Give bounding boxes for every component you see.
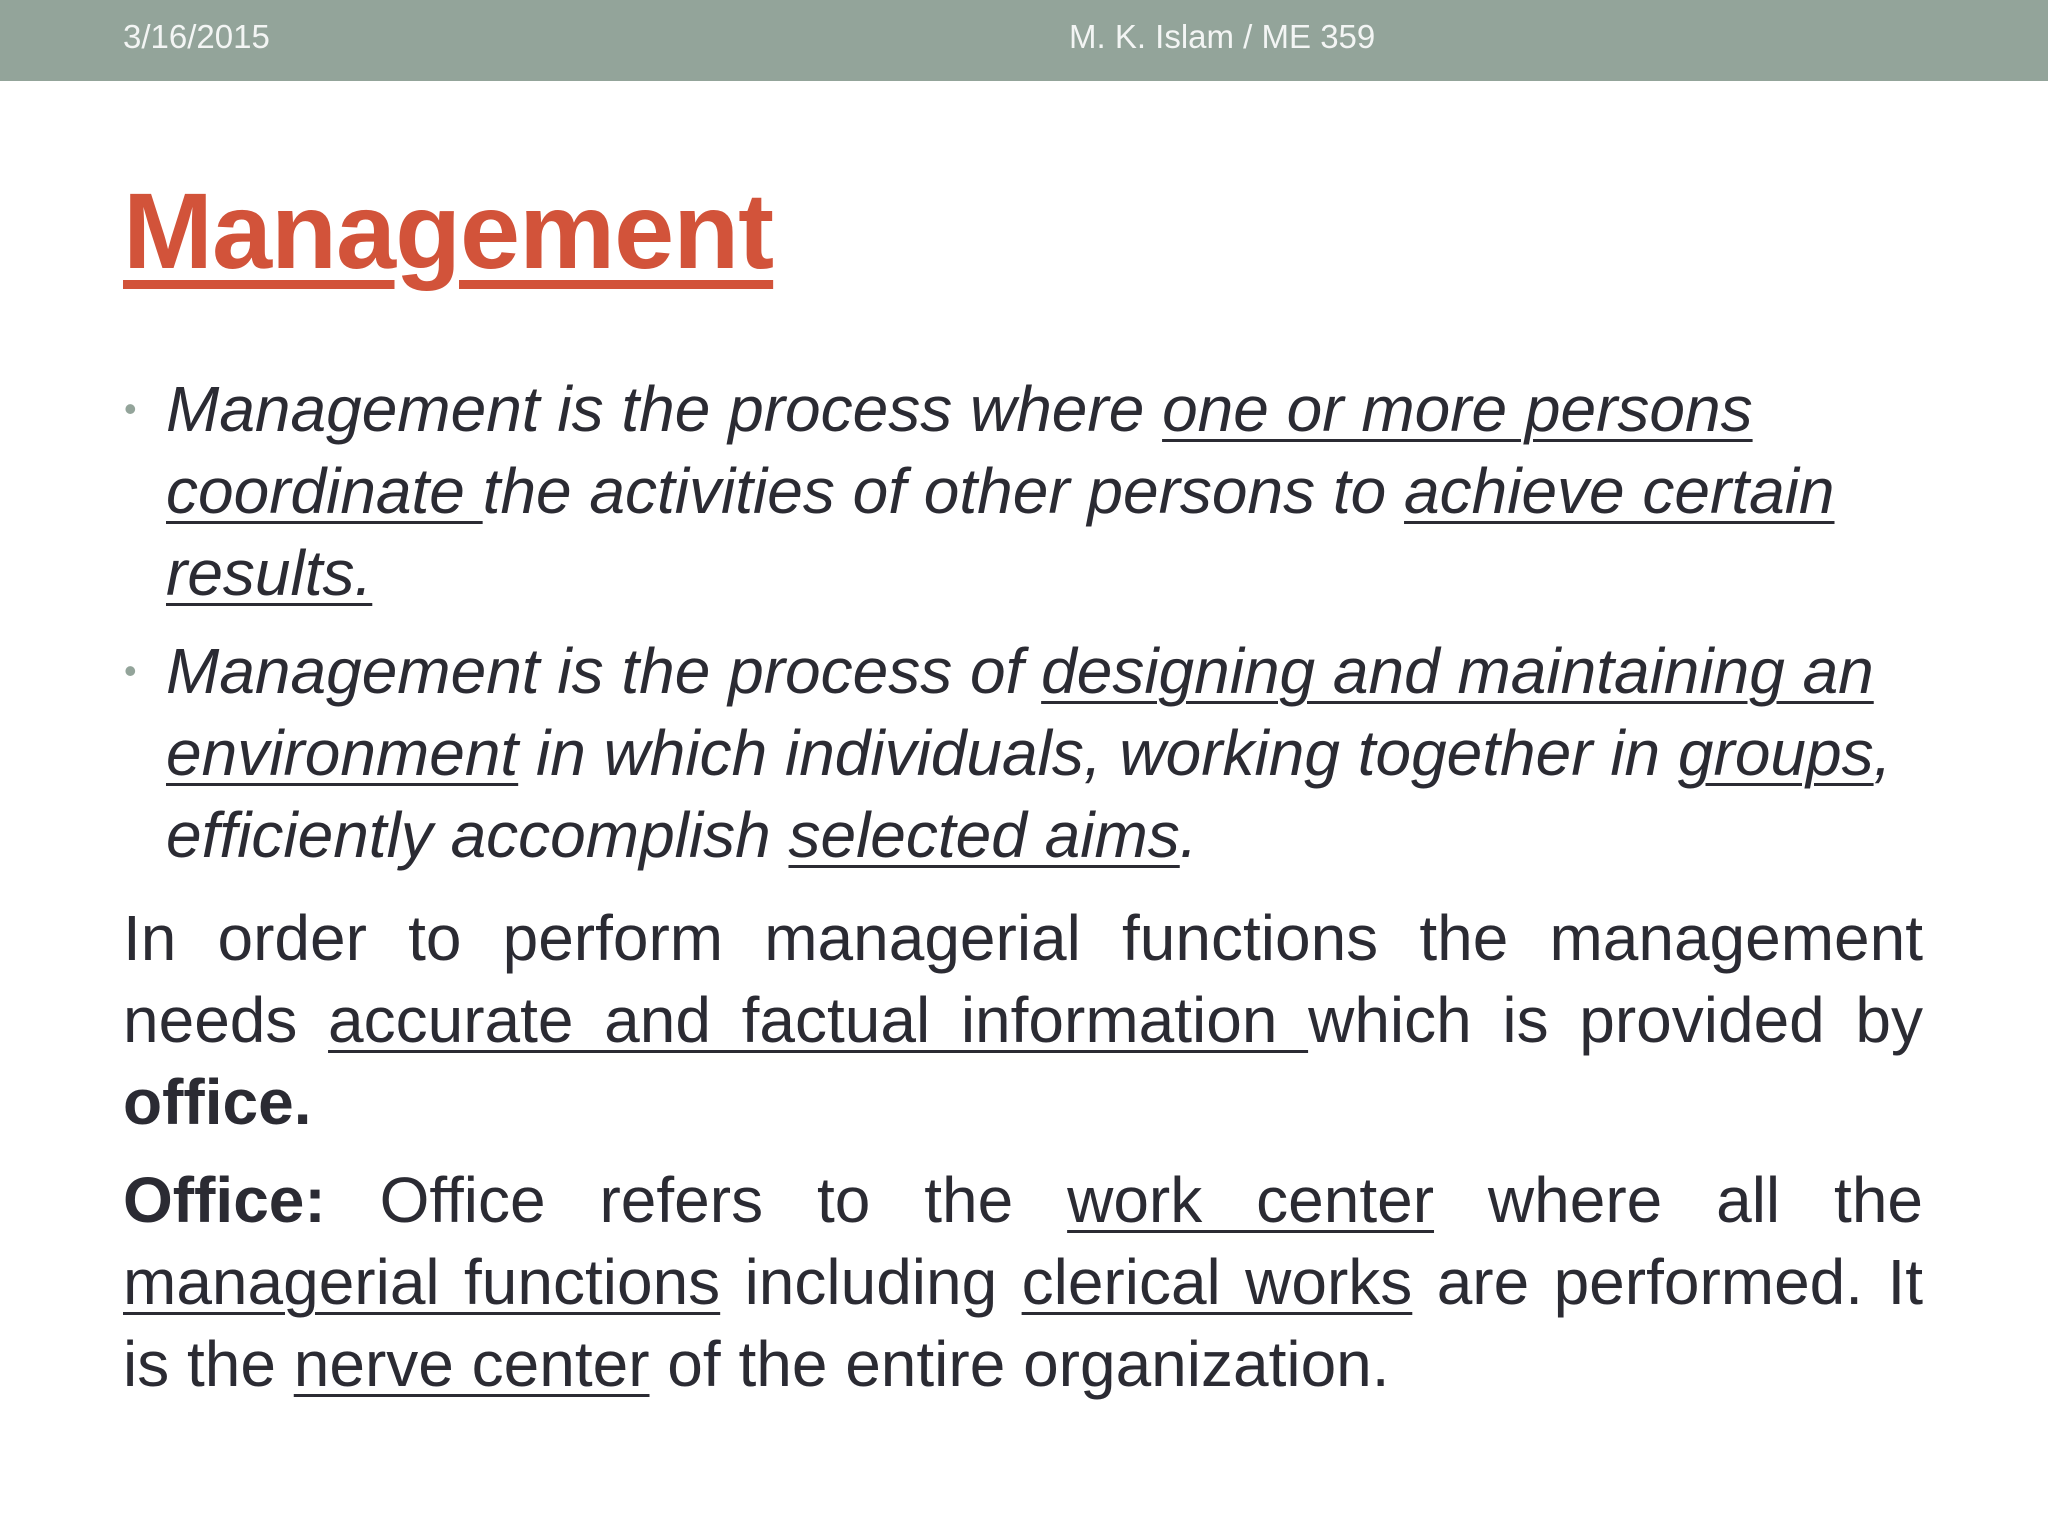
header-bar: [0, 0, 2048, 81]
bullet-item: [124, 630, 1924, 876]
paragraph-office-definition: [123, 1159, 1923, 1405]
bullet-text-segment: .: [1179, 799, 1198, 871]
paragraph-text: which is provided by: [1308, 984, 1924, 1056]
bullet-text-segment: Management is the process of: [166, 635, 1042, 707]
paragraph-text: where all the: [1434, 1164, 1924, 1236]
bullet-text-underlined: achieve certain results.: [166, 455, 1835, 609]
bullet-text-underlined: selected aims: [788, 799, 1180, 871]
bullet-marker: •: [124, 388, 137, 429]
paragraph-text: Office refers to the: [325, 1164, 1068, 1236]
paragraph-text-underlined: clerical works: [1021, 1246, 1413, 1318]
paragraph-text-underlined: accurate and factual information: [328, 984, 1309, 1056]
bullet-item: [124, 368, 1924, 614]
paragraph-text: including: [720, 1246, 1022, 1318]
paragraph-text-bold: office.: [123, 1066, 312, 1138]
header-author-course: M. K. Islam / ME 359: [1069, 18, 1376, 55]
bullet-text-underlined: groups: [1677, 717, 1874, 789]
paragraph-text: of the entire organization.: [649, 1328, 1390, 1400]
bullet-text-underlined: designing and maintaining an environment: [166, 635, 1874, 789]
bullet-text-segment: in which individuals, working together in: [518, 717, 1678, 789]
paragraph-management-info: [123, 897, 1923, 1143]
paragraph-text-underlined: managerial functions: [123, 1246, 721, 1318]
header-date: 3/16/2015: [123, 18, 270, 55]
bullet-text-underlined: one or more persons coordinate: [166, 373, 1753, 527]
bullet-text-segment: , efficiently accomplish: [166, 717, 1892, 871]
bullet-text-segment: Management is the process where: [166, 373, 1163, 445]
paragraph-text-underlined: work center: [1067, 1164, 1435, 1236]
bullet-marker: •: [124, 650, 137, 691]
paragraph-text: In order to perform managerial functions the management needs: [123, 902, 1923, 1056]
office-label: Office:: [123, 1164, 326, 1236]
slide-title: Management: [123, 170, 774, 291]
paragraph-text-underlined: nerve center: [293, 1328, 650, 1400]
paragraph-text: are performed. It is the: [123, 1246, 1924, 1400]
bullet-list: [124, 368, 1924, 892]
bullet-text-segment: the activities of other persons to: [482, 455, 1405, 527]
